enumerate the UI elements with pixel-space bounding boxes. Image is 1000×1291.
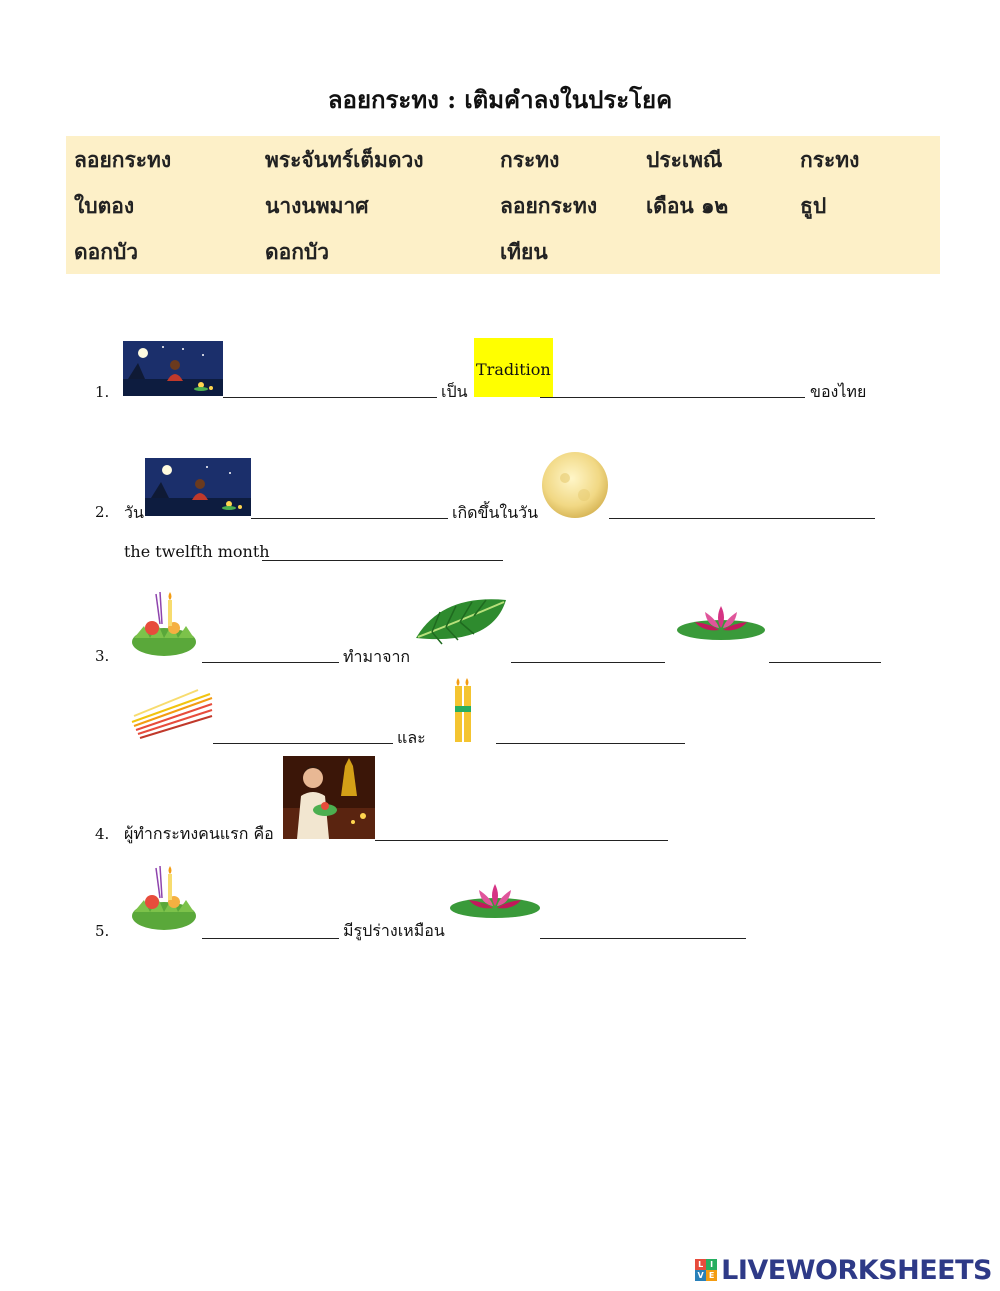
krathong-picture [130, 860, 198, 932]
word-bank-item: พระจันทร์เต็มดวง [265, 148, 424, 172]
word-bank-item: ลอยกระทง [74, 148, 172, 172]
incense-picture [128, 686, 214, 740]
word-bank-item: กระทง [800, 148, 860, 172]
word-bank-item: ธูป [800, 194, 827, 218]
word-bank-item: ประเพณี [646, 148, 723, 172]
q3-answer-blank-4[interactable] [213, 743, 393, 744]
q2-line2: the twelfth month [124, 542, 270, 561]
loy-krathong-night-picture [145, 458, 251, 516]
lotus-picture [448, 878, 542, 920]
word-bank-item: กระทง [500, 148, 560, 172]
q3-answer-blank-5[interactable] [496, 743, 685, 744]
krathong-picture [130, 586, 198, 658]
q3-text-a: ทำมาจาก [343, 647, 411, 666]
full-moon-picture [540, 450, 610, 520]
word-bank-item: ดอกบัว [74, 240, 139, 264]
liveworksheets-logo [695, 1254, 992, 1286]
q2-answer-blank-2[interactable] [609, 518, 875, 519]
q5-number: 5. [95, 922, 110, 940]
page-title: ลอยกระทง : เติมคำลงในประโยค [327, 85, 673, 114]
q2-number: 2. [95, 503, 110, 521]
q4-number: 4. [95, 825, 110, 843]
q2-prefix: วัน [124, 503, 144, 522]
nang-noppamas-picture [283, 756, 375, 839]
q1-number: 1. [95, 383, 110, 401]
live-logo-icon [695, 1259, 717, 1281]
word-bank-item: ใบตอง [74, 194, 135, 218]
q5-text-a: มีรูปร่างเหมือน [343, 921, 445, 940]
word-bank-item: นางนพมาศ [265, 194, 369, 218]
word-bank-item: ลอยกระทง [500, 194, 598, 218]
q2-text-a: เกิดขึ้นในวัน [452, 503, 539, 522]
q4-text-a: ผู้ทำกระทงคนแรก คือ [124, 824, 274, 843]
logo-letter: I [706, 1259, 717, 1270]
q1-answer-blank-1[interactable] [223, 397, 437, 398]
word-bank-item: เทียน [500, 240, 548, 264]
loy-krathong-night-picture [123, 341, 223, 396]
logo-letter: L [695, 1259, 706, 1270]
logo-letter: V [695, 1270, 706, 1281]
q3-answer-blank-2[interactable] [511, 662, 665, 663]
q2-answer-blank-1[interactable] [251, 518, 448, 519]
q1-answer-blank-2[interactable] [540, 397, 805, 398]
word-bank [66, 136, 940, 274]
brand-name: LIVEWORKSHEETS [721, 1254, 992, 1286]
candles-picture [452, 676, 474, 744]
q5-answer-blank-2[interactable] [540, 938, 746, 939]
tradition-highlight: Tradition [474, 338, 553, 397]
q2-answer-blank-3[interactable] [262, 560, 503, 561]
q1-text-a: เป็น [441, 382, 468, 401]
q1-highlight-word [474, 360, 553, 379]
banana-leaf-picture [412, 594, 510, 656]
word-bank-item: เดือน ๑๒ [646, 194, 729, 218]
q3-answer-blank-3[interactable] [769, 662, 881, 663]
word-bank-item: ดอกบัว [265, 240, 330, 264]
q3-number: 3. [95, 647, 110, 665]
q3-text-b: และ [397, 728, 426, 747]
q1-text-b: ของไทย [810, 382, 867, 401]
q5-answer-blank-1[interactable] [202, 938, 339, 939]
q4-answer-blank-1[interactable] [375, 840, 668, 841]
lotus-picture [675, 600, 767, 642]
logo-letter: E [706, 1270, 717, 1281]
q3-answer-blank-1[interactable] [202, 662, 339, 663]
